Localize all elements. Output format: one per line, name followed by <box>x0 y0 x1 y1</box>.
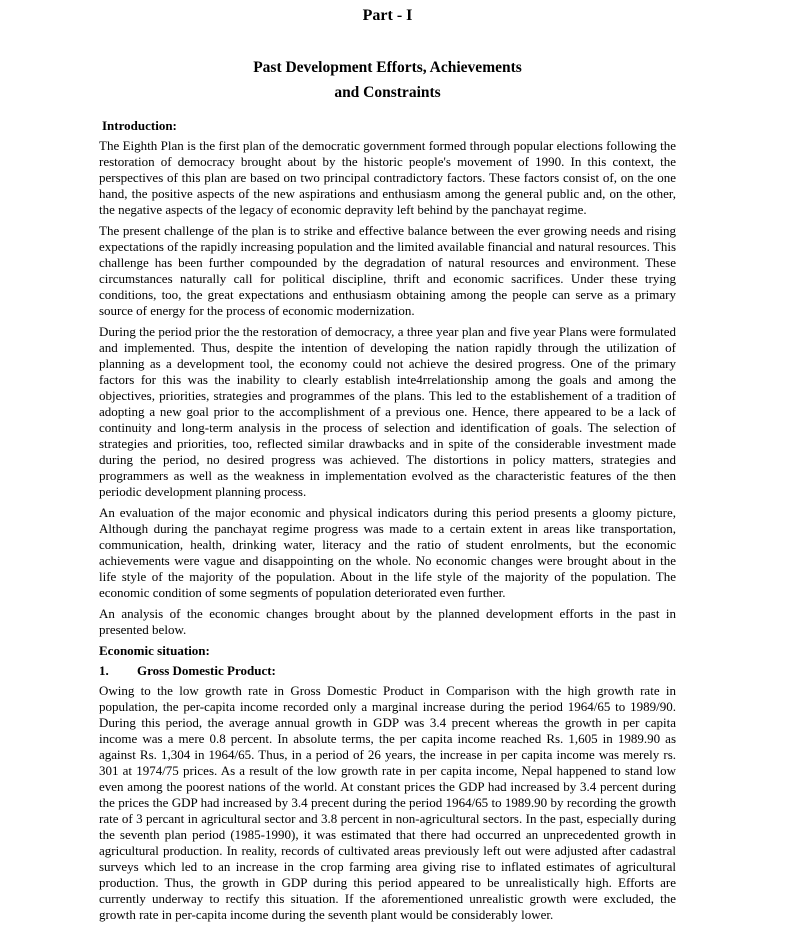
intro-paragraph-5: An analysis of the economic changes brought about by the planned development efforts in the past in presented below. <box>99 606 676 637</box>
main-title-line-1: Past Development Efforts, Achievements <box>253 59 522 76</box>
intro-paragraph-3: During the period prior the the restoration of democracy, a three year plan and five year Plans were formulated and implemented. Thus, despite the intention of developing the nation rapidly through the utilization of planning as a development tool, the economy could not achieve the desired progress. One of the primary factors for this was the inability to clearly establish inte4rrelationship among the goals and among the objectives, priorities, strategies and programmes of the plans. This led to the establishement of a tradition of adopting a new goal prior to the accomplishment of a previous one. Hence, there appeared to be a lack of continuity and long-term analysis in the process of selection and identification of goals. The selection of strategies and priorities, too, reflected similar drawbacks and in spite of the considerable investment made during the period, no desired progress was achieved. The distortions in policy matters, strategies and programmers as well as the weakness in implementation evolved as the characteristic features of the then periodic development planning process. <box>99 324 676 499</box>
gdp-subsection-heading <box>99 663 676 679</box>
intro-paragraph-1: The Eighth Plan is the first plan of the democratic government formed through popular elections following the restoration of democracy brought about by the historic people's movement of 1990. In this context, the perspectives of this plan are based on two principal contradictory factors. These factors consist of, on the one hand, the positive aspects of the new aspirations and enthusiasm among the general public and, on the other, the negative aspects of the legacy of economic depravity left behind by the panchayat regime. <box>99 138 676 217</box>
document-page <box>99 0 676 928</box>
intro-paragraph-2: The present challenge of the plan is to strike and effective balance between the ever growing needs and rising expectations of the rapidly increasing population and the limited available financial and natural resources. This challenge has been further compounded by the degradation of natural resources and environment. These circumstances naturally call for political discipline, thrift and economic sacrifices. Under these trying conditions, too, the great expectations and enthusiasm obtaining among the people can serve as a primary source of energy for the process of economic modernization. <box>99 223 676 318</box>
part-title: Part - I <box>362 7 413 24</box>
gdp-subsection-number: 1. <box>99 663 109 678</box>
main-title <box>99 55 676 105</box>
introduction-heading: Introduction: <box>102 118 177 133</box>
gdp-subsection-title: Gross Domestic Product: <box>137 663 276 678</box>
economic-situation-heading: Economic situation: <box>99 643 210 658</box>
intro-paragraph-4: An evaluation of the major economic and physical indicators during this period presents a gloomy picture, Although during the panchayat regime progress was made to a certain extent in areas like transportation, communication, health, drinking water, literacy and the ratio of student enrolments, but the economic achievements were vague and disappointing on the whole. No economic changes were brought about in the life style of the majority of the population. About in the life style of the majority of the population. The economic condition of some segments of population deteriorated even further. <box>99 505 676 600</box>
gdp-paragraph: Owing to the low growth rate in Gross Domestic Product in Comparison with the high growth rate in population, the per-capita income recorded only a marginal increase during the period 1964/65 to 1989/90. During this period, the average annual growth in GDP was 3.4 precent whereas the growth in per capita income was a mere 0.8 percent. In absolute terms, the per capita income reached Rs. 1,605 in 1989.90 as against Rs. 1,304 in 1964/65. Thus, in a period of 26 years, the increase in per capita income was merely rs. 301 at 1974/75 prices. As a result of the low growth rate in per capita income, Nepal happened to stand low even among the poorest nations of the world. At constant prices the GDP had increased by 3.4 percent during the prices the GDP had increased by 3.4 precent during the period 1964/65 to 1989.90 by recording the growth rate of 3 percant in agricultural sector and 3.8 percent in non-agricultural sectors. In the past, especially during the seventh plan period (1985-1990), it was estimated that there had occurred an unprecedented growth in agricultural production. In reality, records of cultivated areas previously left out were adjusted after cadastral surveys which led to an increase in the crop farming area giving rise to inflated estimates of agricultural production. Thus, the growth in GDP during this period appeared to be unrealistically high. Efforts are currently underway to rectify this situation. If the aforementioned unrealistic growth were excluded, the growth rate in per-capita income during the seventh plant would be considerably lower. <box>99 683 676 922</box>
main-title-line-2: and Constraints <box>334 84 441 101</box>
